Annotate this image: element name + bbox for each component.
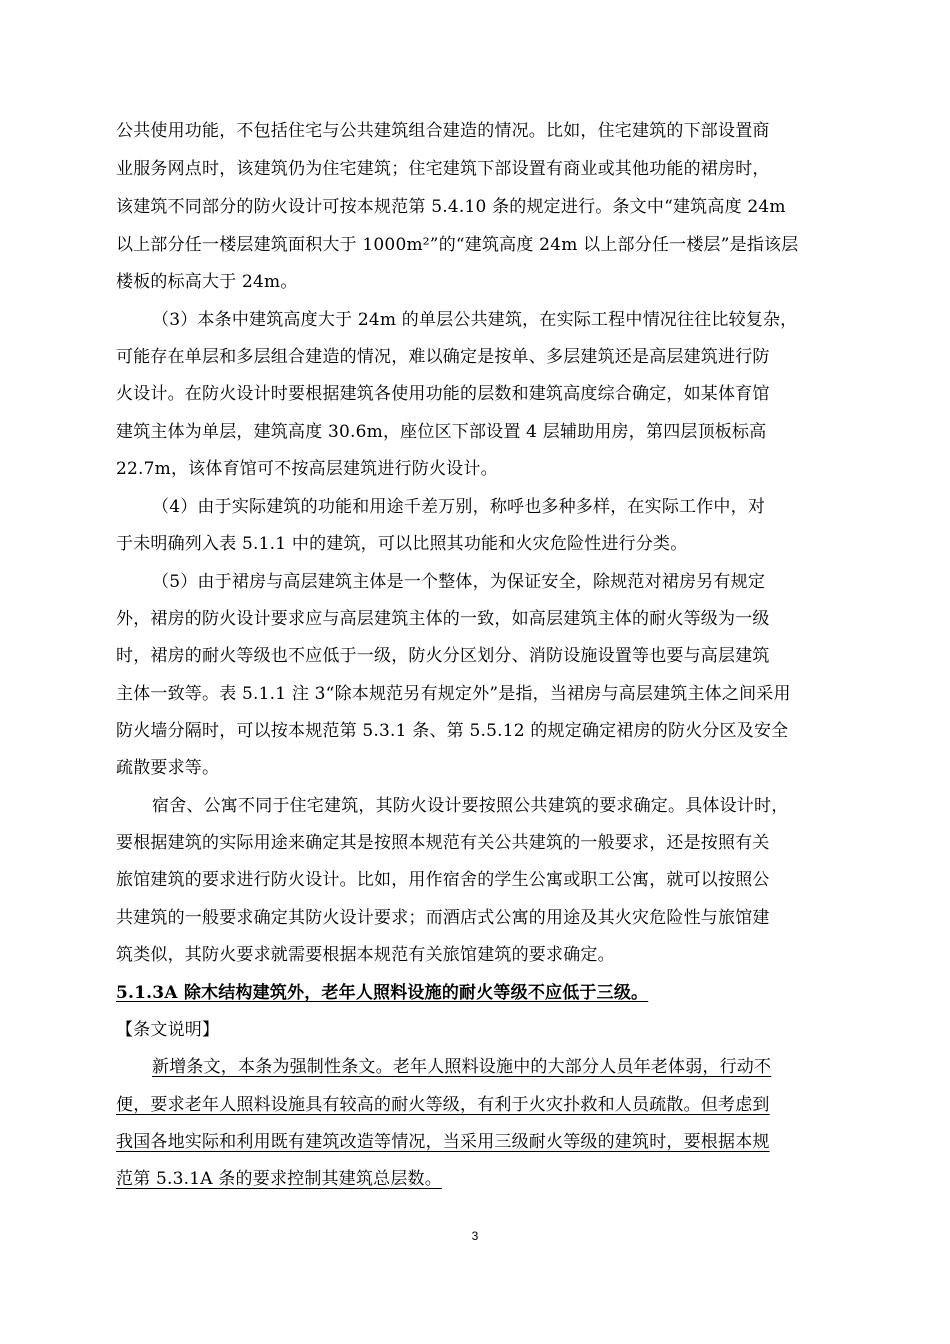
paragraph-5-line-5: 防火墙分隔时，可以按本规范第 5.3.1 条、第 5.5.12 的规定确定裙房的防火分区及安全 [116, 721, 789, 741]
paragraph-5-line-4: 主体一致等。表 5.1.1 注 3“除本规范另有规定外”是指，当裙房与高层建筑主体之间采用 [116, 684, 791, 704]
body-line-5: 楼板的标高大于 24m。 [116, 272, 298, 292]
explanation-line-4: 范第 5.3.1A 条的要求控制其建筑总层数。 [116, 1169, 442, 1189]
body-line-4: 以上部分任一楼层建筑面积大于 1000m²”的“建筑高度 24m 以上部分任一楼层”是指该层 [116, 235, 799, 255]
paragraph-3-line-2: 可能存在单层和多层组合建造的情况，难以确定是按单、多层建筑还是高层建筑进行防 [116, 347, 770, 367]
body-line-3: 该建筑不同部分的防火设计可按本规范第 5.4.10 条的规定进行。条文中“建筑高度 24m [116, 197, 786, 217]
paragraph-3-line-5: 22.7m，该体育馆可不按高层建筑进行防火设计。 [116, 459, 498, 479]
page-number: 3 [471, 1229, 479, 1243]
section-heading-5-1-3a: 5.1.3A 除木结构建筑外，老年人照料设施的耐火等级不应低于三级。 [116, 983, 649, 1003]
body-line-1: 公共使用功能，不包括住宅与公共建筑组合建造的情况。比如，住宅建筑的下部设置商 [116, 121, 770, 141]
paragraph-5-line-3: 时，裙房的耐火等级也不应低于一级，防火分区划分、消防设施设置等也要与高层建筑 [116, 646, 770, 666]
paragraph-5-line-2: 外，裙房的防火设计要求应与高层建筑主体的一致，如高层建筑主体的耐火等级为一级 [116, 609, 770, 629]
paragraph-3-line-4: 建筑主体为单层，建筑高度 30.6m，座位区下部设置 4 层辅助用房，第四层顶板标高 [116, 422, 767, 442]
paragraph-dormitory-line-3: 旅馆建筑的要求进行防火设计。比如，用作宿舍的学生公寓或职工公寓，就可以按照公 [116, 870, 770, 890]
explanation-line-1: 新增条文，本条为强制性条文。老年人照料设施中的大部分人员年老体弱，行动不 [152, 1057, 772, 1077]
body-line-2: 业服务网点时，该建筑仍为住宅建筑；住宅建筑下部设置有商业或其他功能的裙房时， [116, 159, 770, 179]
paragraph-dormitory-line-4: 共建筑的一般要求确定其防火设计要求；而酒店式公寓的用途及其火灾危险性与旅馆建 [116, 908, 770, 928]
paragraph-3-line-3: 火设计。在防火设计时要根据建筑各使用功能的层数和建筑高度综合确定，如某体育馆 [116, 384, 770, 404]
paragraph-dormitory-line-1: 宿舍、公寓不同于住宅建筑，其防火设计要按照公共建筑的要求确定。具体设计时， [152, 796, 789, 816]
paragraph-5-line-6: 疏散要求等。 [116, 758, 220, 778]
paragraph-4-line-2: 于未明确列入表 5.1.1 中的建筑，可以比照其功能和火灾危险性进行分类。 [116, 534, 688, 554]
paragraph-dormitory-line-2: 要根据建筑的实际用途来确定其是按照本规范有关公共建筑的一般要求，还是按照有关 [116, 833, 770, 853]
paragraph-4-line-1: （4）由于实际建筑的功能和用途千差万别，称呼也多种多样，在实际工作中，对 [152, 497, 766, 517]
explanation-line-2: 便，要求老年人照料设施具有较高的耐火等级，有利于火灾扑救和人员疏散。但考虑到 [116, 1095, 770, 1115]
paragraph-3-line-1: （3）本条中建筑高度大于 24m 的单层公共建筑，在实际工程中情况往往比较复杂， [152, 310, 798, 330]
paragraph-dormitory-line-5: 筑类似，其防火要求就需要根据本规范有关旅馆建筑的要求确定。 [116, 945, 615, 965]
explanation-label: 【条文说明】 [116, 1020, 220, 1040]
paragraph-5-line-1: （5）由于裙房与高层建筑主体是一个整体，为保证安全，除规范对裙房另有规定 [152, 572, 766, 592]
explanation-line-3: 我国各地实际和利用既有建筑改造等情况，当采用三级耐火等级的建筑时，要根据本规 [116, 1132, 770, 1152]
